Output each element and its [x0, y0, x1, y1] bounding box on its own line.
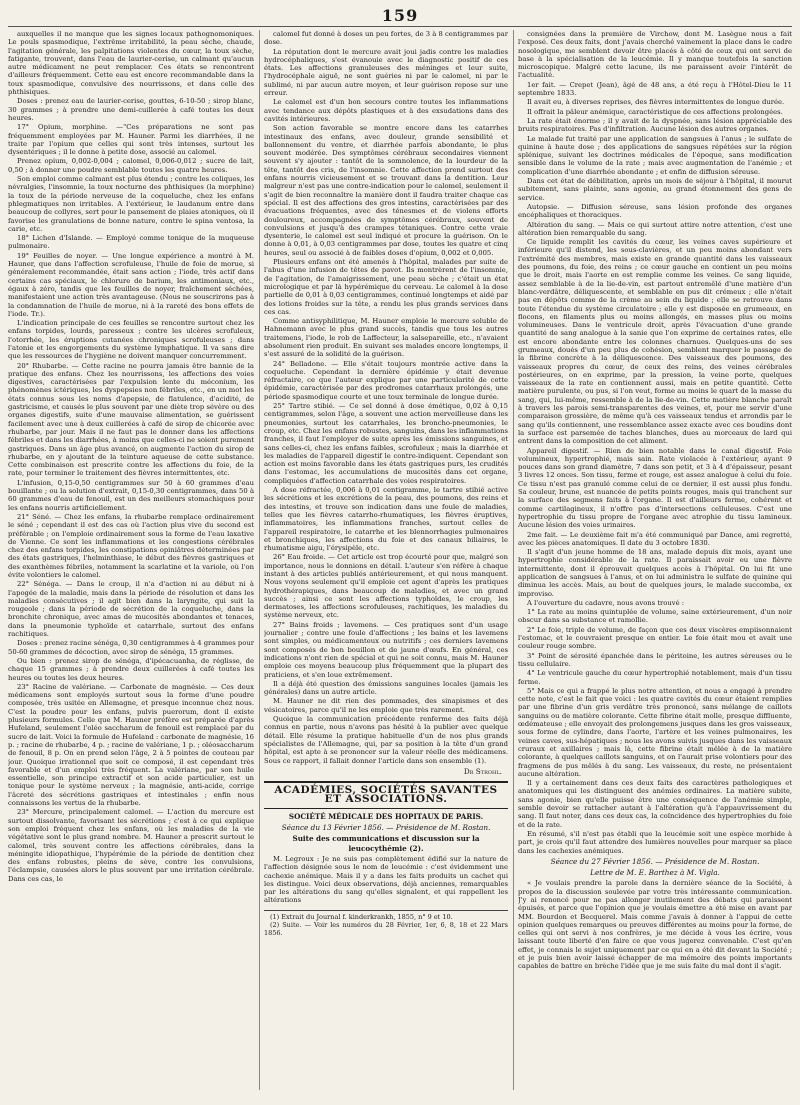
- paragraph: 17° Opium, morphine. —"Ces préparations ne sont pas fréquemment employées par M. Hauner. Parmi les diarrhées, il ne traite par l'opium que celles qui sont très intenses, surtout les dysentériques ; il le donne à petite dose, associé au calomel.: [8, 123, 254, 157]
- column-divider: [259, 30, 260, 1090]
- section-heading: ACADÉMIES, SOCIÉTÉS SAVANTES ET ASSOCIATIONS.: [264, 781, 508, 809]
- letter-heading: Lettre de M. E. Barthez à M. Vigla.: [590, 868, 720, 878]
- paragraph: 27° Bains froids ; lavemens. — Ces pratiques sont d'un usage journalier ; contre une foule d'affections ; les bains et les lavemens sont simples, ou médicamenteux ou nutritifs ; ces derniers lavemens sont composés de bon bouillon et de jaune d'œufs. En général, ces indications n'ont rien de spécial et qui ne soit connu, mais M. Hauner emploie ces moyens beaucoup plus fréquemment que la plupart des praticiens, et s'en loue extrêmement.: [264, 620, 508, 679]
- column-divider: [513, 30, 514, 1090]
- paragraph: Quoique la communication précédente renferme des faits déjà connus en partie, nous n'avons pas hésité à la publier avec quelque détail. Elle résume la pratique habituelle d'un de nos plus grands spécialistes de l'Allemagne, qui, par sa position à la tête d'un grand hôpital, est apte à se prononcer sur la valeur réelle des médicamens. Sous ce rapport, il fallait donner l'article dans son ensemble (1).: [264, 715, 508, 765]
- paragraph: Le calomel est d'un bon secours contre toutes les inflammations avec tendance aux dépôts plastiques et à des exsudations dans des cavités intérieures.: [264, 98, 508, 123]
- paragraph: Autopsie. — Diffusion séreuse, sans lésion profonde des organes encéphaliques et thoraciques.: [518, 202, 792, 220]
- paragraph: 1° La rate au moins quintuplée de volume, saine extérieurement, d'un noir obscur dans sa substance et ramollie.: [518, 608, 792, 625]
- paragraph: auxquelles il ne manque que les signes locaux pathognomoniques. Le pouls spasmodique, l'extrême irritabilité, la peau sèche, chaude, l'agitation générale, les palpitations violentes du cœur, la toux sèche, fatigante, trouvent, dans l'eau de laurier-cerise, un calmant qu'aucun autre médicament ne peut remplacer. Ces états se rencontrent d'ailleurs fréquemment. Cette eau est encore recommandable dans la toux spasmodique, convulsive des nourrissons, et dans celle des phthisiques.: [8, 30, 254, 97]
- paragraph: Dans cet état de débilitation, après un mois de séjour à l'hôpital, il mourut subitement, sans plainte, sans agonie, au grand étonnement des gens de service.: [518, 177, 792, 202]
- meeting-line-2: Séance du 27 Février 1856. — Présidence de M. Rostan.: [550, 856, 760, 866]
- footnote: (2) Suite. — Voir les numéros du 28 Février, 1er, 6, 8, 18 et 22 Mars 1856.: [264, 920, 508, 937]
- paragraph: 5° Mais ce qui a frappé le plus notre attention, et nous a engagé à prendre cette note, c'est le fait que voici : les quatre cavités du cœur étaient remplies par une fibrine d'un gris verdâtre très prononcé, sans mélange de caillots sanguins ou de matière colorante. Cette fibrine était molle, presque diffluente, œdémateuse ; elle envoyait des prolongemens jusques dans les gros vaisseaux, sous forme de cylindre, dans l'aorte, l'artère et les veines pulmonaires, les veines caves, sus-hépatiques ; nous les avons suivis jusques dans les vaisseaux cruraux et axillaires ; mais là, cette fibrine était mêlée à de la matière colorante, à quelques caillots sanguins, et on l'aurait prise volontiers pour des fragmens de pus mêlés à du sang. Les vaisseaux, du reste, ne présentaient aucune altération.: [518, 686, 792, 778]
- paragraph: Il offrait la pâleur anémique, caractéristique de ces affections prolongées.: [527, 107, 783, 116]
- paragraph: 23° Racine de valériane. — Carbonate de magnésie. — Ces deux médicamens sont employés surtout sous la forme d'une poudre composée, très usitée en Allemagne, et presque inconnue chez nous. C'est la poudre pour les enfans, pulvis puerorum, dont il existe plusieurs formules. Celle que M. Hauner préfère est préparée d'après Hufeland, seulement l'oléo saccharum de fenouil est remplacé par du sucre de lait. Voici la formule de Hufeland : carbonate de magnésie, 16 p. ; racine de rhubarbe, 4 p. ; racine de valériane, 1 p. ; oléosaccharum de fenouil, 8 p. On en prend selon l'âge, 2 à 5 pointes de couteau par jour. Quoique irrationnel que soit ce composé, il est cependant très favorable et d'un emploi très fréquent. La valériane, par son huile essentielle, son principe extractif et son acide particulier, est un tonique pour le système nerveux ; la magnésie, anti-acide, corrige l'âcreté des sécrétions gastriques et intestinales ; enfin nous connaissons les vertus de la rhubarbe.: [8, 682, 254, 808]
- page-number: 159: [381, 6, 419, 25]
- meeting-line: Séance du 13 Février 1856. — Présidence de M. Rostan.: [281, 823, 491, 833]
- paragraph: 24° Belladone. — Elle s'était toujours montrée active dans la coqueluche. Cependant la dernière épidémie y était devenue réfractaire, ce que l'auteur explique par une particularité de cette épidémie, caractérisée par des prodromes catarrhaux prolongés, une période spasmodique courte et une toux terminale de longue durée.: [264, 359, 508, 401]
- paragraph: 3° Point de sérosité épanchée dans le péritoine, les autres séreuses ou le tissu cellulaire.: [518, 651, 792, 668]
- paragraph: Comme antisyphilitique, M. Hauner emploie le mercure soluble de Hahnemann avec le plus grand succès, tandis que tous les autres traitemens, l'iode, le rob de Laffecteur, la salsepareille, etc., n'avaient absolument rien produit. En suivant ses malades encore longtemps, il s'est assuré de la solidité de la guérison.: [264, 317, 508, 359]
- paragraph: L'infusion, 0,15-0,50 centigrammes sur 50 à 60 grammes d'eau bouillante ; ou la solution d'extrait, 0,15-0,30 centigrammes, dans 50 à 60 grammes d'eau de fenouil, est un des meilleurs stomachiques pour les enfans nourris artificiellement.: [8, 478, 254, 512]
- paragraph: Son emploi comme calmant est plus étendu ; contre les coliques, les névralgies, l'insomnie, la toux nocturne des phthisiques (la morphine) la toux de la période nerveuse de la coqueluche, chez les enfans phlegmatiques non irritables. A l'extérieur, le laudanum entre dans beaucoup de collyres, sert pour le pansement de plaies atoniques, où il favorise les granulations de bonne nature, contre le spina ventosa, la carie, etc.: [8, 175, 254, 233]
- paragraph: Ce liquide remplit les cavités du cœur, les veines caves supérieure et inférieure qu'il distend, les sous-clavières, et un peu moins abondant vers l'extrémité des membres, mais existe en grande quantité dans les vaisseaux des poumons, du foie, des reins ; ce cœur gauche en contient un peu moins que le droit, mais l'aorte en est remplie comme les veines. Ce sang liquide, assez semblable à de la lie-de-vin, est partout entremêlé d'une matière d'un blanc-verdâtre, déliquescente, et semblable en pus dit crémeux ; elle n'était pas en dépôts comme de la crème au sein du liquide ; elle se retrouve dans toute l'étendue du système circulatoire ; elle y est disposée en grumeaux, en flocons, en filaments plus ou moins allongés, en masses plus ou moins volumineuses. Dans le ventricule droit, après l'évacuation d'une grande quantité de sang analogue à la sanie que l'on exprime de certaines rates, elle est encore abondante entre les colonnes charnues. Quelques-uns de ses grumeaux, doués d'un peu plus de cohésion, semblent marquer le passage de la fibrine concrète à la déliquescence. Des vaisseaux des poumons, des vaisseaux propres du cœur, de ceux des reins, des veines cérébrales postérieures, on en exprime, par la pression, la veine porte, quelques vaisseaux de la rate en contiennent aussi, mais en petite quantité. Cette matière purulente, ou pus, si l'on veut, forme au moins le quart de la masse du sang, qui, lui-même, ressemble à de la lie-de-vin. Cette matière blanche paraît à travers les parois semi-transparentes des veines, et, pour me servir d'une comparaison grossière, de même qu'à ces vaisseaux tendus et arrondis par le sang qu'ils contiennent, une ressemblance assez exacte avec ces boudins dont la surface est parsemée de taches blanches, dues au morceaux de lard qui entrent dans la composition de cet aliment.: [518, 238, 792, 446]
- paragraph: Il s'agit d'un jeune homme de 18 ans, malade depuis dix mois, ayant une hypertrophie considérable de la rate. Il paraissait avoir eu une fièvre intermittente, dont il éprouvait quelques accès à l'hôpital. On lui fit une application de sangsues à l'anus, et on lui administra le sulfate de quinine qui diminua les accès. Mais, au bout de quelques jours, le malade succomba, ex improviso.: [518, 548, 792, 598]
- footnotes: [264, 910, 508, 937]
- discussion-heading: Suite des communications et discussion sur la leucocythémie (2).: [292, 834, 480, 853]
- paragraph: 25° Tartre stibié. — Ce sel donné à dose émétique, 0,02 à 0,15 centigrammes, selon l'âge, a souvent une action merveilleuse dans les pneumonies, surtout les catarrhales, les broncho-pneumonies, le croup, etc. Chez les enfans robustes, sanguins, dans les inflammations franches, il faut l'employer de suite après les émissions sanguines, et sans celles-ci, chez les enfans faibles, scrofuleux ; mais la diarrhée et les maladies de l'appareil digestif le contre-indiquent. Cependant son action est moins favorable dans les états gastriques purs, les crudités dans l'estomac, les accumulations de mucosités dans cet organe, compliquées d'affection catarrhale des voies respiratoires.: [264, 402, 508, 485]
- paragraph: L'indication principale de ces feuilles se rencontre surtout chez les enfans torpides, lourds, paresseux ; contre les ulcères scrofuleux, l'otorrhée, les éruptions cutanées chroniques scrofuleuses ; dans l'atonie et les engorgements du système lymphatique. Il va sans dire que les ressources de l'hygiène ne doivent manquer concurremment.: [8, 319, 254, 361]
- paragraph: Appareil digestif. — Rien de bien notable dans le canal digestif. Foie volumineux, hypertrophié, mais sain. Rate violacée à l'extérieur, ayant 9 pouces dans son grand diamètre, 7 dans son petit, et 3 à 4 d'épaisseur, pesant 3 livres 12 onces. Son tissu, ferme et rouge, est assez analogue à celui du foie. Ce tissu n'est pas granulé comme celui de ce dernier, il est aussi plus fondu. Sa couleur, brune, est nuancée de petits points rouges, mais qui tranchent sur la surface des segmens faits à l'organe. Il est d'ailleurs ferme, cohérent et comme cartilagineux, il n'offre pas d'intersections celluleuses. C'est une hypertrophie du tissu propre de l'organe avec atrophie du tissu lamineux. Aucune lésion des voies urinaires.: [518, 446, 792, 530]
- paragraph: calomel fut donné à doses un peu fortes, de 3 à 8 centigrammes par dose.: [264, 30, 508, 47]
- paragraph: Prenez opium, 0,002-0,004 ; calomel, 0,006-0,012 ; sucre de lait, 0,50 ; à donner une poudre semblable toutes les quatre heures.: [8, 157, 254, 174]
- society-name: SOCIÉTÉ MÉDICALE DES HOPITAUX DE PARIS.: [288, 811, 484, 821]
- paragraph: consignées dans la première de Virchow, dont M. Lasègue nous a fait l'exposé. Ces deux faits, dont j'avais cherché vainement la place dans le cadre nosologique, me semblent devoir être placés à côté de ceux qui ont servi de base à la spécialisation de la leucémie. Il y manque toutefois la sanction microscopique. Malgré cette lacune, ils me paraissent avoir l'intérêt de l'actualité.: [518, 30, 792, 80]
- column-middle-body: [264, 30, 508, 765]
- paragraph: Altération du sang. — Mais ce qui surtout attire notre attention, c'est une altération bien remarquable du sang.: [518, 220, 792, 237]
- paragraph: 23° Mercure, principalement calomel. — L'action du mercure est surtout dissolvante, favorisant les sécrétions ; c'est à ce qui explique son emploi fréquent chez les enfans, où les maladies de la vie végétative sont le plus grand nombre. M. Hauner a prescrit surtout le calomel, très souvent contre les affections cérébrales, dans la méningite idiopathique, l'hypérémie de la période de dentition chez des enfans robustes, pleins de sève, contre les convulsions, l'éclampsie, causées alors le plus souvent par une irritation cérébrale. Dans ces cas, le: [8, 808, 254, 883]
- paragraph: 22° Sénéga. — Dans le croup, il n'a d'action ni au début ni à l'apogée de la maladie, mais dans la période de résolution et dans les maladies consécutives ; il agit bien dans la laryngite, qui suit la rougeole ; dans la période de sécrétion de la coqueluche, dans la bronchite chronique, avec amas de mucosités abondantes et tenaces, dans la pneumonie typhoïde et catarrhale, surtout des enfans rachitiques.: [8, 580, 254, 639]
- paragraph: 20° Rhubarbe. — Cette racine ne pourra jamais être bannie de la pratique des enfans. Chez les nourrissons, les affections des voies digestives, caractérisées par l'expulsion lente du méconium, les phénomènes ictériques, les dyspepsies non fébriles, etc., en un mot les états connus sous les noms d'apepsie, de flatulence, d'acidité, de gastricisme, et causés le plus souvent par une diète trop sévère ou des organes digestifs, suite d'une mauvaise alimentation, se guérissent facilement avec une à deux cuillerées à café de sirop de chicorée avec rhubarbe, par jour. Mais il ne faut pas le donner dans les affections fébriles et dans les diarrhées, à moins que celles-ci ne soient purement gastriques. Dans un âge plus avancé, on augmente l'action du sirop de rhubarbe, en y ajoutant de la teinture aqueuse de cette substance. Cette combinaison est prescrite contre les affections du foie, de la rate, pour terminer le traitement des fièvres intermittentes, etc.: [8, 361, 254, 478]
- paragraph: A dose réfractée, 0,006 à 0,01 centigramme, le tartre stibié active les sécrétions et les excrétions de la peau, des poumons, des reins et des intestins, et trouve son indication dans une foule de maladies, telles que les fièvres catarrho-rhumatiques, les fièvres éruptives, inflammatoires, les inflammations franches, surtout celles de l'appareil respiratoire, le catarrhe et les blennorrhagies pulmonaires et bronchiques, les affections du foie et des canaux biliaires, le rhumatisme aigu, l'érysipèle, etc.: [264, 486, 508, 553]
- header-rule: [8, 26, 792, 27]
- paragraph: 26° Eau froide. — Cet article est trop écourté pour que, malgré son importance, nous le donnions en détail. L'auteur s'en réfère à chaque instant à des articles publiés antérieurement, et qui nous manquent. Nous voyons seulement qu'il emploie cet agent d'après les pratiques hydrothérapiques, dans beaucoup de maladies, et avec un grand succès ; ainsi ce sont les affections typhoïdes, le croup, les dermatoses, les affections scrofuleuses, rachitiques, les maladies du système nerveux, etc.: [264, 553, 508, 620]
- paragraph: Doses : prenez eau de laurier-cerise, gouttes, 6-10-50 ; sirop blanc, 30 grammes ; à prendre une demi-cuillerée à café toutes les deux heures.: [8, 97, 254, 122]
- paragraph: 19° Feuilles de noyer. — Une longue expérience a montré à M. Hauner, que dans l'affection scrofuleuse, l'huile de foie de morue, si généralement recommandée, était sans action ; l'iode, très actif dans certains cas spéciaux, le chlorure de barium, les antimoniaux, etc., égaux à zéro, tandis que les feuilles de noyer, fraîchement séchées, manifestaient une action très avantageuse. (Nous ne souscrirons pas à la condamnation de l'huile de morue, ni à la rareté des bons effets de l'iode. Tr.).: [8, 251, 254, 318]
- paragraph: Il y a certainement dans ces deux faits des caractères pathologiques et anatomiques qui les distinguent des anémies ordinaires. La matière subite, sans agonie, bien qu'elle puisse être une conséquence de l'anémie simple, semble devoir se rattacher autant à l'altération qu'à l'appauvrissement du sang. Il faut noter, dans ces deux cas, la coïncidence des hypertrophies du foie et de la rate.: [518, 779, 792, 829]
- paragraph: 1er fait. — Crepet (Jean), âgé de 48 ans, a été reçu à l'Hôtel-Dieu le 11 septembre 1833.: [518, 80, 792, 98]
- paragraph: M. Hauner ne dit rien des pommades, des sinapismes et des vésicatoires, parce qu'il ne les emploie que très rarement.: [264, 697, 508, 714]
- paragraph: 2me fait. — Le deuxième fait m'a été communiqué par Dance, ami regretté, avec les pièces anatomiques. Il date du 3 octobre 1830.: [518, 530, 792, 547]
- paragraph: Le malade fut traité par une application de sangsues à l'anus ; le sulfate de quinine à haute dose ; des applications de sangsues répétées sur la région splénique, suivant les doctrines médicales de l'époque, sans modification sensible dans le volume de la rate ; mais avec augmentation de l'anémie ; et complication d'une diarrhée abondante ; et enfin de diffusion séreuse.: [518, 134, 792, 176]
- letter-body: [518, 879, 792, 970]
- paragraph: Doses : prenez racine sénéga, 0,30 centigrammes à 4 grammes pour 50-60 grammes de décoction, avec sirop de sénéga, 15 grammes.: [8, 639, 254, 656]
- paragraph: Plusieurs enfans ont été amenés à l'hôpital, malades par suite de l'abus d'une infusion de têtes de pavot. Ils montrèrent de l'insomnie, de l'agitation, de l'amaigrissement, une peau sèche ; c'était un état micrologique et par là hypérémique du cerveau. Le calomel à la dose partielle de 0,01 à 0,03 centigrammes, continué longtemps et aidé par des lotions froides sur la tête, a rendu les plus grands services dans ces cas.: [264, 258, 508, 316]
- paragraph: 21° Séné. — Chez les enfans, la rhubarbe remplace ordinairement le séné ; cependant il est des cas où l'action plus vive du second est préférable ; on l'emploie ordinairement sous la forme de l'eau laxative de Vienne. Ce sont les inflammations et les congestions cérébrales chez des enfans torpides, les constipations opiniâtres déterminées par des états gastriques, l'helminthiase, le début des fièvres gastriques et des exanthèmes fébriles, notamment la scarlatine et la variole, où l'on évite volontiers le calomel.: [8, 512, 254, 579]
- paragraph: Ou bien : prenez sirop de sénéga, d'ipécacuanha, de réglisse, de chaque 15 grammes ; à prendre deux cuillerées à café toutes les heures ou toutes les deux heures.: [8, 656, 254, 682]
- column-left: [8, 30, 254, 1090]
- paragraph: M. Legroux : Je ne suis pas complètement édifié sur la nature de l'affection désignée sous le nom de leucémie : c'est évidemment une cachexie anémique. Mais il y a dans les faits produits un cachet qui les distingue. Voici deux observations, déjà anciennes, remarquables par les altérations du sang qu'elles signalent, et qui rappellent les altérations: [264, 854, 508, 905]
- paragraph: 18° Lichen d'Islande. — Employé comme tonique de la muqueuse pulmonaire.: [8, 234, 254, 251]
- column-middle-after: [264, 855, 508, 905]
- paragraph: La réputation dont le mercure avait joui jadis contre les maladies hydrocéphaliques, s'est évanouie avec le diagnostic positif de ces états. Les affections granuleuses des méninges et leur suite, l'hydrocéphale aiguë, ne sont guéries ni par le calomel, ni par le sublimé, ni par aucun autre moyen, et leur guérison repose sur une erreur.: [264, 47, 508, 98]
- paragraph: 4° Le ventricule gauche du cœur hypertrophié notablement, mais d'un tissu ferme.: [518, 669, 792, 686]
- column-right: [518, 30, 792, 1090]
- paragraph: Il a déjà été question des émissions sanguines locales (jamais les générales) dans un autre article.: [264, 679, 508, 697]
- paragraph: Il avait eu, à diverses reprises, des fièvres intermittentes de longue durée.: [527, 98, 785, 107]
- column-right-body: [518, 30, 792, 855]
- footnote: (1) Extrait du Journal f. kinderkrankh, 1855, n° 9 et 10.: [270, 912, 453, 921]
- author-signature: Dr Strohl.: [463, 766, 502, 776]
- paragraph: Son action favorable se montre encore dans les catarrhes intestinaux des enfans, avec douleur, grande sensibilité et ballonnement du ventre, et diarrhée parfois abondante, le plus souvent modérée. Des symptômes cérébraux secondaires viennent souvent s'y ajouter : tantôt de la somnolence, de la lourdeur de la tête, tantôt des cris, de l'insomnie. Cette affection prend surtout des enfans nourris vicieusement et se trouvant dans la dentition. Leur malgreur n'est pas une contre-indication pour le calomel, seulement il s'agit de bien reconnaître la manière dont il faudra traiter chaque cas spécial. Il est des affections des gros intestins, caractérisées par des évacuations fréquentes, avec des ténesmes et de violens efforts douloureux, accompagnées de symptômes cérébraux, souvent de convulsions et jusqu'à des crampes tétaniques. Contre cette vraie dysenterie, le calomel est seul indiqué et procure la guérison. On le donne à 0,01, à 0,03 centigrammes par dose, toutes les quatre et cinq heures, seul ou associé à de faibles doses d'opium, 0,002 et 0,005.: [264, 124, 508, 257]
- paragraph: 2° Le foie, triple de volume, de façon que ces deux viscères empiisonnaient l'estomac, et le couvraient presque en entier. Le foie était mou et avait une couleur rouge sombre.: [518, 625, 792, 651]
- paragraph: En résumé, s'il n'est pas établi que la leucémie soit une espèce morbide à part, je crois qu'il faut attendre des lumières nouvelles pour marquer sa place dans les cachexies anémiques.: [518, 829, 792, 855]
- column-middle: [264, 30, 508, 1090]
- paragraph: « Je voulais prendre la parole dans la dernière séance de la Société, à propos de la discussion soulevée par votre très intéressante communication. J'y ai renoncé pour ne pas allonger inutilement des débats qui paraissent épuisés, et parce que l'opinion que je voulais émettre a été mise en avant par MM. Bourdon et Becquerel. Mais comme j'avais à donner à l'appui de cette opinion quelques remarques ou preuves différentes au moins pour la forme, de celles qui ont servi à nos confrères, je me décide à vous les écrire, vous laissant toute liberté d'en faire ce que vous jugerez convenable. C'est qu'en effet, je connais le sujet uniquement par ce qui en a été dit devant la Société ; et je puis bien avoir laissé échapper de ma mémoire des points importants capables de battre en brèche l'idée que je me suis faite du mal dont il s'agit.: [518, 879, 792, 971]
- paragraph: A l'ouverture du cadavre, nous avons trouvé :: [527, 598, 685, 607]
- paragraph: La rate était énorme ; il y avait de la dyspnée, sans lésion appréciable des bruits respiratoires. Pas d'infiltration. Aucune lésion des autres organes.: [518, 116, 792, 134]
